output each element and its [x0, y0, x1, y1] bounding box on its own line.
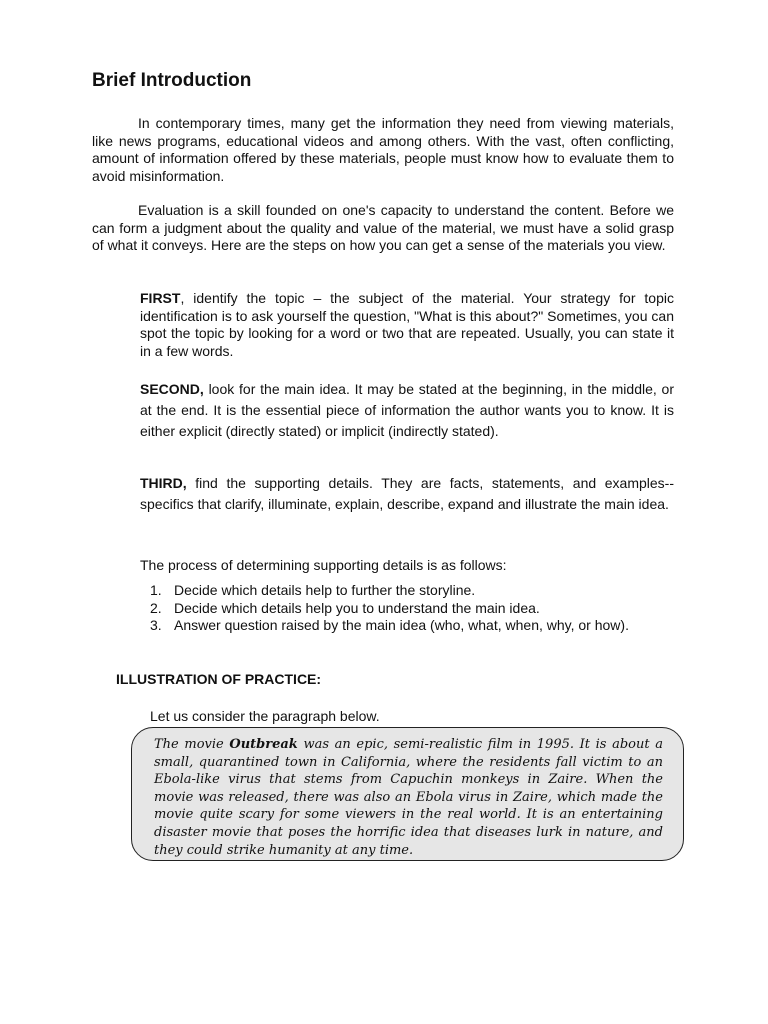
- example-paragraph: [154, 736, 663, 859]
- example-paragraph-box: [131, 727, 684, 861]
- list-item-number: 3.: [150, 617, 162, 633]
- list-item-text: Decide which details help to further the storyline.: [174, 582, 476, 598]
- process-list: [150, 582, 674, 635]
- list-item: [150, 617, 674, 635]
- list-item-text: Answer question raised by the main idea (who, what, when, why, or how).: [174, 617, 629, 633]
- step-second: [140, 379, 674, 442]
- step-second-text: look for the main idea. It may be stated at the beginning, in the middle, or at the end. It is the essential piece of information the author wants you to know. It is either explicit (directly stated) or implicit (indirectly stated).: [140, 381, 674, 439]
- list-item-text: Decide which details help you to understand the main idea.: [174, 599, 540, 616]
- step-second-label: SECOND,: [140, 381, 204, 397]
- page-title: Brief Introduction: [92, 70, 252, 91]
- example-movie-title: Outbreak: [229, 737, 298, 752]
- list-item: [150, 600, 674, 618]
- example-text-after: was an epic, semi-realistic film in 1995. It is about a small, quarantined town in California, where the residents fall victim to an Ebola-like virus that stems from Capuchin monkeys in Zaire. When the movie was released, there was also an Ebola virus in Zaire, which made the movie quite scary for some viewers in the real world. It is an entertaining disaster movie that poses the horrific idea that diseases lurk in nature, and they could strike humanity at any time.: [154, 737, 663, 858]
- intro-paragraph-1: In contemporary times, many get the information they need from viewing materials, like news programs, educational videos and among others. With the vast, often conflicting, amount of information offered by these materials, people must know how to evaluate them to avoid misinformation.: [92, 115, 674, 184]
- consider-text: Let us consider the paragraph below.: [150, 708, 380, 724]
- list-item-number: 2.: [150, 599, 162, 616]
- section-heading: ILLUSTRATION OF PRACTICE:: [116, 671, 322, 687]
- example-text-before: The movie: [154, 737, 230, 752]
- step-first-label: FIRST: [140, 290, 181, 306]
- step-third: [140, 473, 674, 515]
- list-item-number: 1.: [150, 582, 162, 598]
- intro-paragraph-2: Evaluation is a skill founded on one's capacity to understand the content. Before we can form a judgment about the quality and value of the material, we must have a solid grasp of what it conveys. Here are the steps on how you can get a sense of the materials you view.: [92, 202, 674, 253]
- step-third-label: THIRD,: [140, 475, 187, 491]
- step-first-text: , identify the topic – the subject of the material. Your strategy for topic identification is to ask yourself the question, "What is this about?" Sometimes, you can spot the topic by looking for a word or two that are repeated. Usually, you can state it in a few words.: [140, 290, 674, 359]
- step-third-text: find the supporting details. They are facts, statements, and examples--specifics that clarify, illuminate, explain, describe, expand and illustrate the main idea.: [140, 475, 674, 512]
- step-first: [140, 290, 674, 360]
- list-item: [150, 582, 674, 600]
- process-lead: The process of determining supporting details is as follows:: [140, 557, 507, 573]
